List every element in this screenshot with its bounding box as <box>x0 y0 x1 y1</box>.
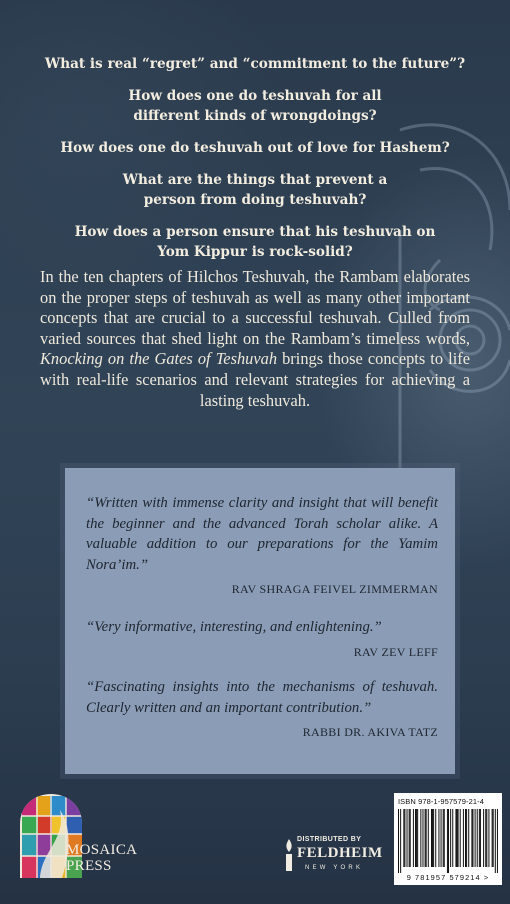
question-item: How does one do teshuvah for all different kinds of wrongdoings? <box>128 88 382 124</box>
question-item: What is real “regret” and “commitment to the future”? <box>44 56 466 72</box>
publisher-name-line1: MOSAICA <box>66 842 138 858</box>
barcode-bars <box>398 809 498 873</box>
endorsement-author: RABBI DR. AKIVA TATZ <box>302 725 438 739</box>
endorsement-author: RAV SHRAGA FEIVEL ZIMMERMAN <box>231 582 438 596</box>
publisher-name <box>66 842 137 874</box>
description-text-2: brings those concepts to life with real-life scenarios and relevant strategies for achieving a lasting teshuvah. <box>40 349 470 410</box>
description-text-1: In the ten chapters of Hilchos Teshuvah, the Rambam elaborates on the proper steps of teshuvah as well as many other important concepts that are crucial to a successful teshuvah. Culled from varied sources that shed light on the Rambam’s timeless words, <box>40 267 470 348</box>
endorsement <box>86 677 438 740</box>
endorsement-quote: “Fascinating insights into the mechanisms of teshuvah. Clearly written and an important contribution.” <box>86 679 438 716</box>
distributed-by-label: DISTRIBUTED BY <box>297 836 362 843</box>
candle-flame-icon <box>283 838 295 872</box>
mosaica-press-logo <box>8 790 138 890</box>
distributor-name: FELDHEIM <box>297 845 383 861</box>
question-list <box>40 54 470 274</box>
isbn-barcode <box>394 793 502 885</box>
endorsement <box>86 493 438 597</box>
question-item: How does one do teshuvah out of love for Hashem? <box>60 140 450 156</box>
book-title-italic: Knocking on the Gates of Teshuvah <box>40 349 278 369</box>
question-item: What are the things that prevent a person from doing teshuvah? <box>122 172 388 208</box>
publisher-name-line2: PRESS <box>66 858 112 874</box>
endorsement <box>86 617 438 660</box>
distributor-city: NEW YORK <box>305 865 364 871</box>
question-item: How does a person ensure that his teshuvah on Yom Kippur is rock-solid? <box>74 224 436 260</box>
endorsement-quote: “Very informative, interesting, and enlightening.” <box>86 619 382 635</box>
book-description <box>40 267 470 411</box>
endorsement-author: RAV ZEV LEFF <box>353 644 438 659</box>
endorsement-quote: “Written with immense clarity and insight that will benefit the beginner and the advanced Torah scholar alike. A valuable addition to our preparations for the Yamim Nora’im.” <box>86 495 438 573</box>
barcode-digits: 9 781957 579214 > <box>406 873 490 882</box>
feldheim-distributor-logo <box>283 832 393 882</box>
isbn-number: ISBN 978-1-957579-21-4 <box>398 797 485 806</box>
